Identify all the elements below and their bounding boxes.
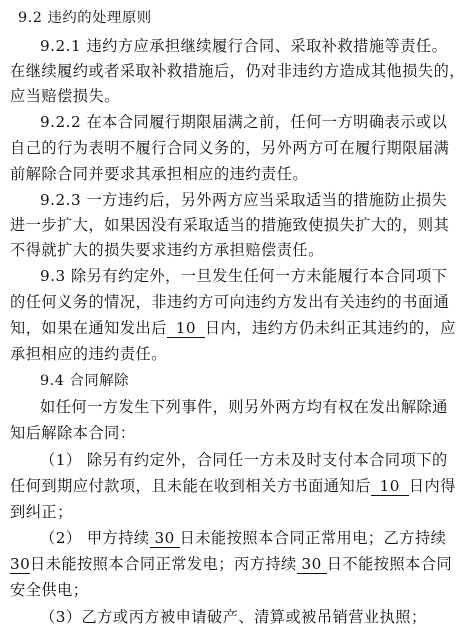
party-b-days-blank: 30 xyxy=(10,555,31,573)
clause-9-2-2-line-2: 自己的行为表明不履行合同义务的，另外两方可在履行期限届满 xyxy=(10,139,450,157)
section-9-4-intro-line-1: 如任何一方发生下列事件，则另外两方均有权在发出解除通 xyxy=(40,398,448,416)
party-c-days-blank: 30 xyxy=(297,555,327,574)
section-9-4-intro-line-2: 知后解除本合同： xyxy=(10,424,136,442)
clause-9-2-1-line-1: 9.2.1 违约方应承担继续履行合同、采取补救措施等责任。 xyxy=(40,37,448,55)
item-2-text-b: 日未能按照本合同正常用电；乙方持续 xyxy=(179,529,447,547)
section-9-4-heading: 9.4 合同解除 xyxy=(40,373,130,389)
item-2-line-2 xyxy=(10,554,453,574)
item-2-text-c: 日未能按照本合同正常发电；丙方持续 xyxy=(30,555,297,573)
clause-9-2-3-line-2: 进一步扩大，如果因没有采取适当的措施致使损失扩大的，则其 xyxy=(10,216,450,234)
item-2-text-a: （2） 甲方持续 xyxy=(40,529,150,547)
clause-9-2-2-line-3: 前解除合同并要求其承担相应的违约责任。 xyxy=(10,165,309,183)
clause-9-2-3-line-1: 9.2.3 一方违约后，另外两方应当采取适当的措施防止损失 xyxy=(40,191,448,209)
clause-9-2-1-line-2: 在继续履约或者采取补救措施后，仍对非违约方造成其他损失的， xyxy=(10,62,465,80)
clause-9-2-3-line-3: 不得就扩大的损失要求违约方承担赔偿责任。 xyxy=(10,241,324,259)
clause-9-3-line-4: 承担相应的违约责任。 xyxy=(10,345,167,363)
item-1-line-1: （1） 除另有约定外，合同任一方未及时支付本合同项下的 xyxy=(40,451,448,469)
clause-9-2-1-line-3: 应当赔偿损失。 xyxy=(10,87,120,105)
item-2-text-d: 日不能按照本合同 xyxy=(326,555,453,573)
clause-9-2-2-line-1: 9.2.2 在本合同履行期限届满之前，任何一方明确表示或以 xyxy=(40,113,448,131)
item-2-line-1 xyxy=(40,528,458,548)
clause-9-3-text-a: 知，如果在通知发出后 xyxy=(10,319,167,337)
clause-9-3-line-1: 9.3 除另有约定外，一旦发生任何一方未能履行本合同项下 xyxy=(40,267,448,285)
clause-9-3-line-2: 的任何义务的情况，非违约方可向违约方发出有关违约的书面通 xyxy=(10,293,450,311)
item-2-line-3: 安全供电； xyxy=(10,581,89,599)
notice-days-blank: 10 xyxy=(167,319,205,338)
payment-days-blank: 10 xyxy=(371,477,409,496)
item-3-line-1: （3）乙方或丙方被申请破产、清算或被吊销营业执照； xyxy=(40,608,427,626)
clause-9-3-line-3 xyxy=(10,318,456,338)
party-a-days-blank: 30 xyxy=(150,529,180,548)
item-1-line-3: 到纠正； xyxy=(10,503,73,521)
section-9-2-heading: 9.2 违约的处理原则 xyxy=(18,10,152,26)
item-1-text-a: 任何到期应付款项，且未能在收到相关方书面通知后 xyxy=(10,477,371,495)
item-1-text-b: 日内得 xyxy=(408,477,456,495)
item-1-line-2 xyxy=(10,476,456,496)
clause-9-3-text-b: 日内，违约方仍未纠正其违约的，应 xyxy=(204,319,456,337)
